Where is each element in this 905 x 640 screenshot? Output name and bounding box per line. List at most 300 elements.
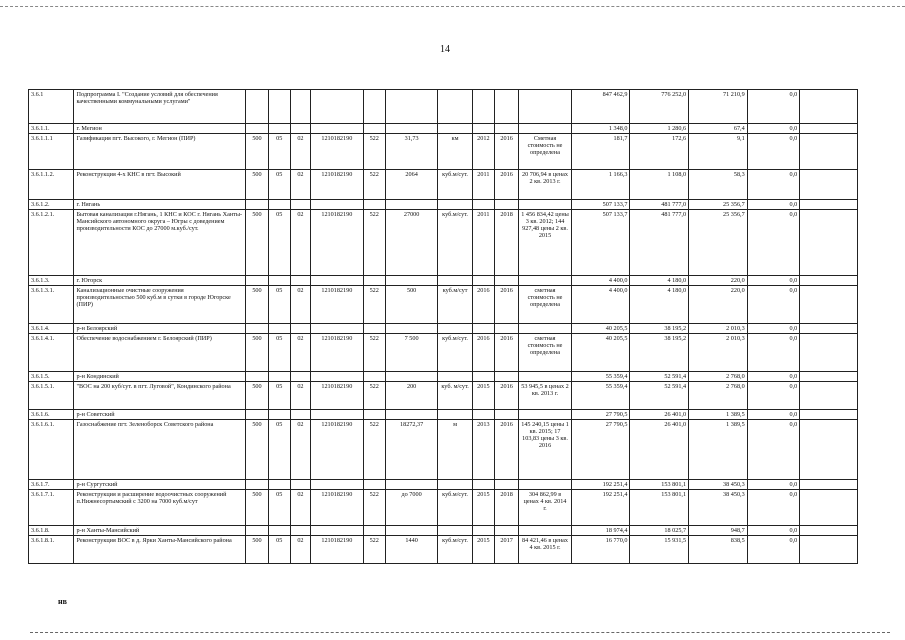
row-code: 3.6.1.1. <box>29 124 74 134</box>
page-number: 14 <box>440 44 450 55</box>
cell-target-article: 1210182190 <box>311 490 364 526</box>
cell-target-article <box>311 90 364 124</box>
cell-budget-local: 220,0 <box>689 276 748 286</box>
cell-blank <box>800 134 858 170</box>
cell-other: 0,0 <box>747 526 800 536</box>
cell-start-year <box>472 410 494 420</box>
cell-expense-type: 522 <box>363 334 385 372</box>
cell-capacity: 500 <box>385 286 438 324</box>
cell-blank <box>800 210 858 276</box>
cell-capacity <box>385 200 438 210</box>
cell-target-article <box>311 200 364 210</box>
cell-section <box>268 90 290 124</box>
cell-end-year: 2016 <box>494 134 518 170</box>
cell-total: 55 359,4 <box>571 382 630 410</box>
row-code: 3.6.1.6. <box>29 410 74 420</box>
cell-start-year: 2015 <box>472 382 494 410</box>
cell-unit <box>438 480 472 490</box>
cell-budget-local: 38 450,3 <box>689 490 748 526</box>
cell-admin-code: 500 <box>246 334 268 372</box>
cell-unit: куб.м/сут. <box>438 210 472 276</box>
cell-capacity: 18272,37 <box>385 420 438 480</box>
row-name: "ВОС на 200 куб/сут. в пгт. Луговой", Кондинского района <box>74 382 246 410</box>
cell-subsection: 02 <box>290 170 310 200</box>
row-name: р-н Белоярский <box>74 324 246 334</box>
cell-end-year <box>494 410 518 420</box>
cell-other: 0,0 <box>747 420 800 480</box>
cell-budget-district: 15 931,5 <box>630 536 689 564</box>
cell-end-year: 2016 <box>494 420 518 480</box>
row-code: 3.6.1 <box>29 90 74 124</box>
cell-capacity <box>385 410 438 420</box>
cell-start-year: 2015 <box>472 536 494 564</box>
cell-blank <box>800 286 858 324</box>
cell-other: 0,0 <box>747 134 800 170</box>
cell-total: 192 251,4 <box>571 480 630 490</box>
cell-blank <box>800 410 858 420</box>
row-code: 3.6.1.8. <box>29 526 74 536</box>
cell-blank <box>800 90 858 124</box>
cell-budget-local: 838,5 <box>689 536 748 564</box>
cell-admin-code <box>246 324 268 334</box>
cell-admin-code <box>246 276 268 286</box>
cell-total: 16 770,0 <box>571 536 630 564</box>
table-row <box>29 420 858 480</box>
cell-subsection: 02 <box>290 210 310 276</box>
cell-subsection <box>290 276 310 286</box>
cell-admin-code: 500 <box>246 170 268 200</box>
cell-budget-district: 481 777,0 <box>630 210 689 276</box>
cell-expense-type: 522 <box>363 210 385 276</box>
cell-target-article: 1210182190 <box>311 382 364 410</box>
cell-expense-type <box>363 372 385 382</box>
cell-admin-code: 500 <box>246 286 268 324</box>
cell-admin-code <box>246 410 268 420</box>
scan-edge-top <box>0 6 905 8</box>
cell-section: 05 <box>268 536 290 564</box>
cell-admin-code: 500 <box>246 490 268 526</box>
cell-subsection <box>290 526 310 536</box>
cell-budget-local: 1 389,5 <box>689 420 748 480</box>
row-code: 3.6.1.5.1. <box>29 382 74 410</box>
cell-expense-type: 522 <box>363 420 385 480</box>
cell-estimated-cost <box>519 480 572 490</box>
cell-start-year: 2012 <box>472 134 494 170</box>
cell-start-year: 2016 <box>472 334 494 372</box>
cell-end-year: 2018 <box>494 210 518 276</box>
cell-budget-district: 776 252,0 <box>630 90 689 124</box>
cell-blank <box>800 324 858 334</box>
row-code: 3.6.1.4. <box>29 324 74 334</box>
cell-blank <box>800 490 858 526</box>
row-name: Обеспечение водоснабжением г. Белоярский (ПИР) <box>74 334 246 372</box>
cell-budget-district: 52 591,4 <box>630 382 689 410</box>
cell-end-year <box>494 526 518 536</box>
cell-blank <box>800 200 858 210</box>
row-name: Реконструкция и расширение водоочистных сооружений п.Нижнесортымский с 3200 на 7000 куб.м/сут <box>74 490 246 526</box>
cell-blank <box>800 276 858 286</box>
cell-budget-district: 153 801,1 <box>630 480 689 490</box>
cell-section <box>268 526 290 536</box>
row-name: р-н Сургутский <box>74 480 246 490</box>
cell-budget-district: 4 180,0 <box>630 286 689 324</box>
cell-estimated-cost: Сметная стоимость не определена <box>519 134 572 170</box>
cell-total: 1 166,3 <box>571 170 630 200</box>
table-row <box>29 170 858 200</box>
cell-budget-local: 2 010,3 <box>689 334 748 372</box>
cell-expense-type: 522 <box>363 536 385 564</box>
cell-admin-code <box>246 480 268 490</box>
cell-admin-code: 500 <box>246 134 268 170</box>
cell-estimated-cost: 304 862,99 в ценах 4 кв. 2014 г. <box>519 490 572 526</box>
cell-unit <box>438 410 472 420</box>
footer-mark: нв <box>58 597 67 606</box>
cell-start-year: 2011 <box>472 170 494 200</box>
cell-expense-type <box>363 124 385 134</box>
cell-other: 0,0 <box>747 276 800 286</box>
table-row <box>29 324 858 334</box>
cell-blank <box>800 480 858 490</box>
cell-admin-code: 500 <box>246 382 268 410</box>
cell-unit: куб.м/сут. <box>438 170 472 200</box>
cell-other: 0,0 <box>747 90 800 124</box>
cell-subsection <box>290 90 310 124</box>
cell-other: 0,0 <box>747 210 800 276</box>
cell-expense-type <box>363 480 385 490</box>
row-code: 3.6.1.4.1. <box>29 334 74 372</box>
cell-other: 0,0 <box>747 382 800 410</box>
cell-target-article <box>311 124 364 134</box>
cell-target-article: 1210182190 <box>311 210 364 276</box>
cell-other: 0,0 <box>747 480 800 490</box>
cell-budget-district: 26 401,0 <box>630 420 689 480</box>
cell-unit <box>438 90 472 124</box>
cell-start-year <box>472 276 494 286</box>
cell-estimated-cost: 53 945,5 в ценах 2 кв. 2013 г. <box>519 382 572 410</box>
row-name: г. Мегион <box>74 124 246 134</box>
cell-unit <box>438 372 472 382</box>
cell-subsection: 02 <box>290 490 310 526</box>
cell-estimated-cost: 20 706,94 в ценах 2 кв. 2013 г. <box>519 170 572 200</box>
cell-end-year: 2016 <box>494 170 518 200</box>
cell-expense-type: 522 <box>363 382 385 410</box>
cell-budget-district: 18 025,7 <box>630 526 689 536</box>
cell-admin-code <box>246 526 268 536</box>
cell-capacity: до 7000 <box>385 490 438 526</box>
row-name: р-н Кондинский <box>74 372 246 382</box>
cell-blank <box>800 124 858 134</box>
cell-total: 55 359,4 <box>571 372 630 382</box>
cell-unit: куб.м/сут <box>438 286 472 324</box>
cell-blank <box>800 526 858 536</box>
row-code: 3.6.1.6.1. <box>29 420 74 480</box>
cell-capacity <box>385 526 438 536</box>
cell-start-year <box>472 526 494 536</box>
cell-other: 0,0 <box>747 286 800 324</box>
cell-other: 0,0 <box>747 200 800 210</box>
cell-admin-code <box>246 124 268 134</box>
cell-admin-code: 500 <box>246 420 268 480</box>
cell-subsection: 02 <box>290 286 310 324</box>
cell-section <box>268 324 290 334</box>
cell-estimated-cost <box>519 410 572 420</box>
cell-budget-local: 2 768,0 <box>689 372 748 382</box>
cell-subsection <box>290 200 310 210</box>
cell-capacity <box>385 372 438 382</box>
cell-target-article: 1210182190 <box>311 134 364 170</box>
cell-capacity <box>385 324 438 334</box>
cell-estimated-cost <box>519 526 572 536</box>
cell-capacity: 1440 <box>385 536 438 564</box>
row-name: Канализационные очистные сооружения производительностью 500 куб.м в сутки в городе Югорске (ПИР) <box>74 286 246 324</box>
cell-estimated-cost <box>519 124 572 134</box>
cell-estimated-cost: сметная стоимость не определена <box>519 286 572 324</box>
scan-edge-bottom <box>30 632 890 634</box>
row-name: Бытовая канализация г.Нягань, 1 КНС и КОС г. Нягань Ханты-Мансийского автономного округа – Югры с доведением производительности КОС до 27000 м.куб./сут. <box>74 210 246 276</box>
cell-target-article <box>311 526 364 536</box>
cell-start-year <box>472 200 494 210</box>
table-row <box>29 480 858 490</box>
cell-total: 1 348,0 <box>571 124 630 134</box>
cell-target-article: 1210182190 <box>311 420 364 480</box>
cell-section <box>268 200 290 210</box>
cell-end-year <box>494 372 518 382</box>
cell-section <box>268 480 290 490</box>
cell-start-year <box>472 90 494 124</box>
row-name: г. Нягань <box>74 200 246 210</box>
row-code: 3.6.1.5. <box>29 372 74 382</box>
cell-target-article: 1210182190 <box>311 334 364 372</box>
cell-target-article <box>311 480 364 490</box>
cell-end-year <box>494 90 518 124</box>
cell-section: 05 <box>268 286 290 324</box>
cell-start-year <box>472 480 494 490</box>
cell-estimated-cost: 145 240,15 цены 1 кв. 2015; 17 103,83 цены 3 кв. 2016 <box>519 420 572 480</box>
cell-section: 05 <box>268 382 290 410</box>
cell-target-article: 1210182190 <box>311 536 364 564</box>
table-row <box>29 372 858 382</box>
cell-estimated-cost <box>519 200 572 210</box>
table-row <box>29 490 858 526</box>
cell-subsection <box>290 372 310 382</box>
cell-budget-district: 52 591,4 <box>630 372 689 382</box>
cell-capacity: 200 <box>385 382 438 410</box>
cell-budget-local: 9,1 <box>689 134 748 170</box>
table-row <box>29 410 858 420</box>
row-name: Реконструкция ВОС в д. Ярки Ханты-Мансийского района <box>74 536 246 564</box>
cell-end-year: 2017 <box>494 536 518 564</box>
cell-budget-district: 481 777,0 <box>630 200 689 210</box>
cell-section: 05 <box>268 490 290 526</box>
cell-estimated-cost <box>519 90 572 124</box>
cell-total: 192 251,4 <box>571 490 630 526</box>
cell-admin-code <box>246 200 268 210</box>
cell-blank <box>800 420 858 480</box>
cell-unit: куб.м/сут. <box>438 490 472 526</box>
cell-budget-local: 25 356,7 <box>689 210 748 276</box>
row-code: 3.6.1.7.1. <box>29 490 74 526</box>
cell-budget-local: 2 010,3 <box>689 324 748 334</box>
table-row <box>29 210 858 276</box>
cell-target-article <box>311 410 364 420</box>
table-row <box>29 536 858 564</box>
table-row <box>29 276 858 286</box>
cell-total: 847 462,9 <box>571 90 630 124</box>
cell-budget-district: 172,6 <box>630 134 689 170</box>
cell-end-year <box>494 124 518 134</box>
cell-budget-local: 67,4 <box>689 124 748 134</box>
row-name: Газоснабжение пгт. Зеленоборск Советского района <box>74 420 246 480</box>
table-row <box>29 334 858 372</box>
cell-expense-type <box>363 526 385 536</box>
cell-estimated-cost <box>519 324 572 334</box>
cell-other: 0,0 <box>747 410 800 420</box>
cell-other: 0,0 <box>747 490 800 526</box>
cell-admin-code <box>246 372 268 382</box>
cell-budget-local: 38 450,3 <box>689 480 748 490</box>
cell-start-year <box>472 124 494 134</box>
cell-section: 05 <box>268 210 290 276</box>
cell-total: 507 133,7 <box>571 210 630 276</box>
row-code: 3.6.1.1.1 <box>29 134 74 170</box>
row-code: 3.6.1.3.1. <box>29 286 74 324</box>
cell-other: 0,0 <box>747 124 800 134</box>
cell-total: 27 790,5 <box>571 410 630 420</box>
cell-target-article <box>311 372 364 382</box>
cell-target-article <box>311 324 364 334</box>
cell-end-year <box>494 276 518 286</box>
row-code: 3.6.1.7. <box>29 480 74 490</box>
row-code: 3.6.1.8.1. <box>29 536 74 564</box>
cell-budget-district: 38 195,2 <box>630 334 689 372</box>
cell-admin-code: 500 <box>246 536 268 564</box>
cell-section <box>268 410 290 420</box>
cell-budget-local: 25 356,7 <box>689 200 748 210</box>
cell-expense-type: 522 <box>363 490 385 526</box>
cell-capacity: 27000 <box>385 210 438 276</box>
cell-estimated-cost: сметная стоимость не определена <box>519 334 572 372</box>
cell-section: 05 <box>268 334 290 372</box>
cell-expense-type <box>363 324 385 334</box>
cell-subsection <box>290 410 310 420</box>
cell-expense-type <box>363 410 385 420</box>
cell-budget-district: 153 801,1 <box>630 490 689 526</box>
cell-subsection: 02 <box>290 420 310 480</box>
cell-end-year: 2016 <box>494 286 518 324</box>
cell-total: 27 790,5 <box>571 420 630 480</box>
cell-section <box>268 276 290 286</box>
cell-section: 05 <box>268 170 290 200</box>
cell-unit: км <box>438 134 472 170</box>
cell-capacity: 7 500 <box>385 334 438 372</box>
cell-target-article: 1210182190 <box>311 286 364 324</box>
cell-unit: куб.м/сут. <box>438 536 472 564</box>
cell-estimated-cost: 1 456 834,42 цены 3 кв. 2012; 144 927,48 цены 2 кв. 2015 <box>519 210 572 276</box>
cell-estimated-cost <box>519 276 572 286</box>
row-code: 3.6.1.2.1. <box>29 210 74 276</box>
cell-blank <box>800 170 858 200</box>
cell-capacity: 31,73 <box>385 134 438 170</box>
cell-start-year: 2015 <box>472 490 494 526</box>
cell-capacity <box>385 124 438 134</box>
table-row <box>29 200 858 210</box>
cell-estimated-cost <box>519 372 572 382</box>
cell-expense-type <box>363 200 385 210</box>
row-name: р-н Ханты-Мансийский <box>74 526 246 536</box>
cell-total: 507 133,7 <box>571 200 630 210</box>
cell-target-article: 1210182190 <box>311 170 364 200</box>
table-row <box>29 382 858 410</box>
cell-budget-local: 220,0 <box>689 286 748 324</box>
cell-end-year <box>494 324 518 334</box>
cell-unit: м <box>438 420 472 480</box>
cell-expense-type <box>363 276 385 286</box>
cell-expense-type <box>363 90 385 124</box>
cell-unit <box>438 200 472 210</box>
cell-total: 40 205,5 <box>571 324 630 334</box>
cell-section: 05 <box>268 134 290 170</box>
cell-start-year: 2016 <box>472 286 494 324</box>
cell-section <box>268 124 290 134</box>
cell-end-year: 2018 <box>494 490 518 526</box>
cell-unit <box>438 276 472 286</box>
row-code: 3.6.1.2. <box>29 200 74 210</box>
row-name: Реконструкция 4-х КНС в пгт. Высокий <box>74 170 246 200</box>
cell-total: 181,7 <box>571 134 630 170</box>
cell-subsection <box>290 124 310 134</box>
cell-other: 0,0 <box>747 170 800 200</box>
cell-end-year <box>494 200 518 210</box>
row-name: Подпрограмма I. "Создание условий для обеспечения качественными коммунальными услугами" <box>74 90 246 124</box>
cell-blank <box>800 334 858 372</box>
cell-blank <box>800 536 858 564</box>
cell-admin-code: 500 <box>246 210 268 276</box>
cell-budget-district: 4 180,0 <box>630 276 689 286</box>
cell-subsection <box>290 480 310 490</box>
cell-target-article <box>311 276 364 286</box>
cell-subsection: 02 <box>290 382 310 410</box>
cell-start-year: 2011 <box>472 210 494 276</box>
cell-budget-local: 948,7 <box>689 526 748 536</box>
table-row <box>29 90 858 124</box>
cell-unit: куб.м/сут. <box>438 334 472 372</box>
cell-budget-district: 38 195,2 <box>630 324 689 334</box>
cell-section <box>268 372 290 382</box>
cell-budget-local: 71 210,9 <box>689 90 748 124</box>
table-row <box>29 286 858 324</box>
cell-capacity <box>385 90 438 124</box>
row-name: г. Югорск <box>74 276 246 286</box>
table-row <box>29 124 858 134</box>
cell-subsection: 02 <box>290 536 310 564</box>
cell-end-year: 2016 <box>494 382 518 410</box>
cell-other: 0,0 <box>747 536 800 564</box>
row-code: 3.6.1.3. <box>29 276 74 286</box>
cell-start-year <box>472 324 494 334</box>
row-name: р-н Советский <box>74 410 246 420</box>
cell-budget-district: 1 108,0 <box>630 170 689 200</box>
cell-budget-district: 26 401,0 <box>630 410 689 420</box>
cell-expense-type: 522 <box>363 134 385 170</box>
cell-capacity <box>385 276 438 286</box>
cell-start-year: 2013 <box>472 420 494 480</box>
cell-capacity <box>385 480 438 490</box>
cell-subsection: 02 <box>290 334 310 372</box>
cell-start-year <box>472 372 494 382</box>
cell-total: 18 974,4 <box>571 526 630 536</box>
cell-capacity: 2064 <box>385 170 438 200</box>
cell-budget-local: 1 389,5 <box>689 410 748 420</box>
